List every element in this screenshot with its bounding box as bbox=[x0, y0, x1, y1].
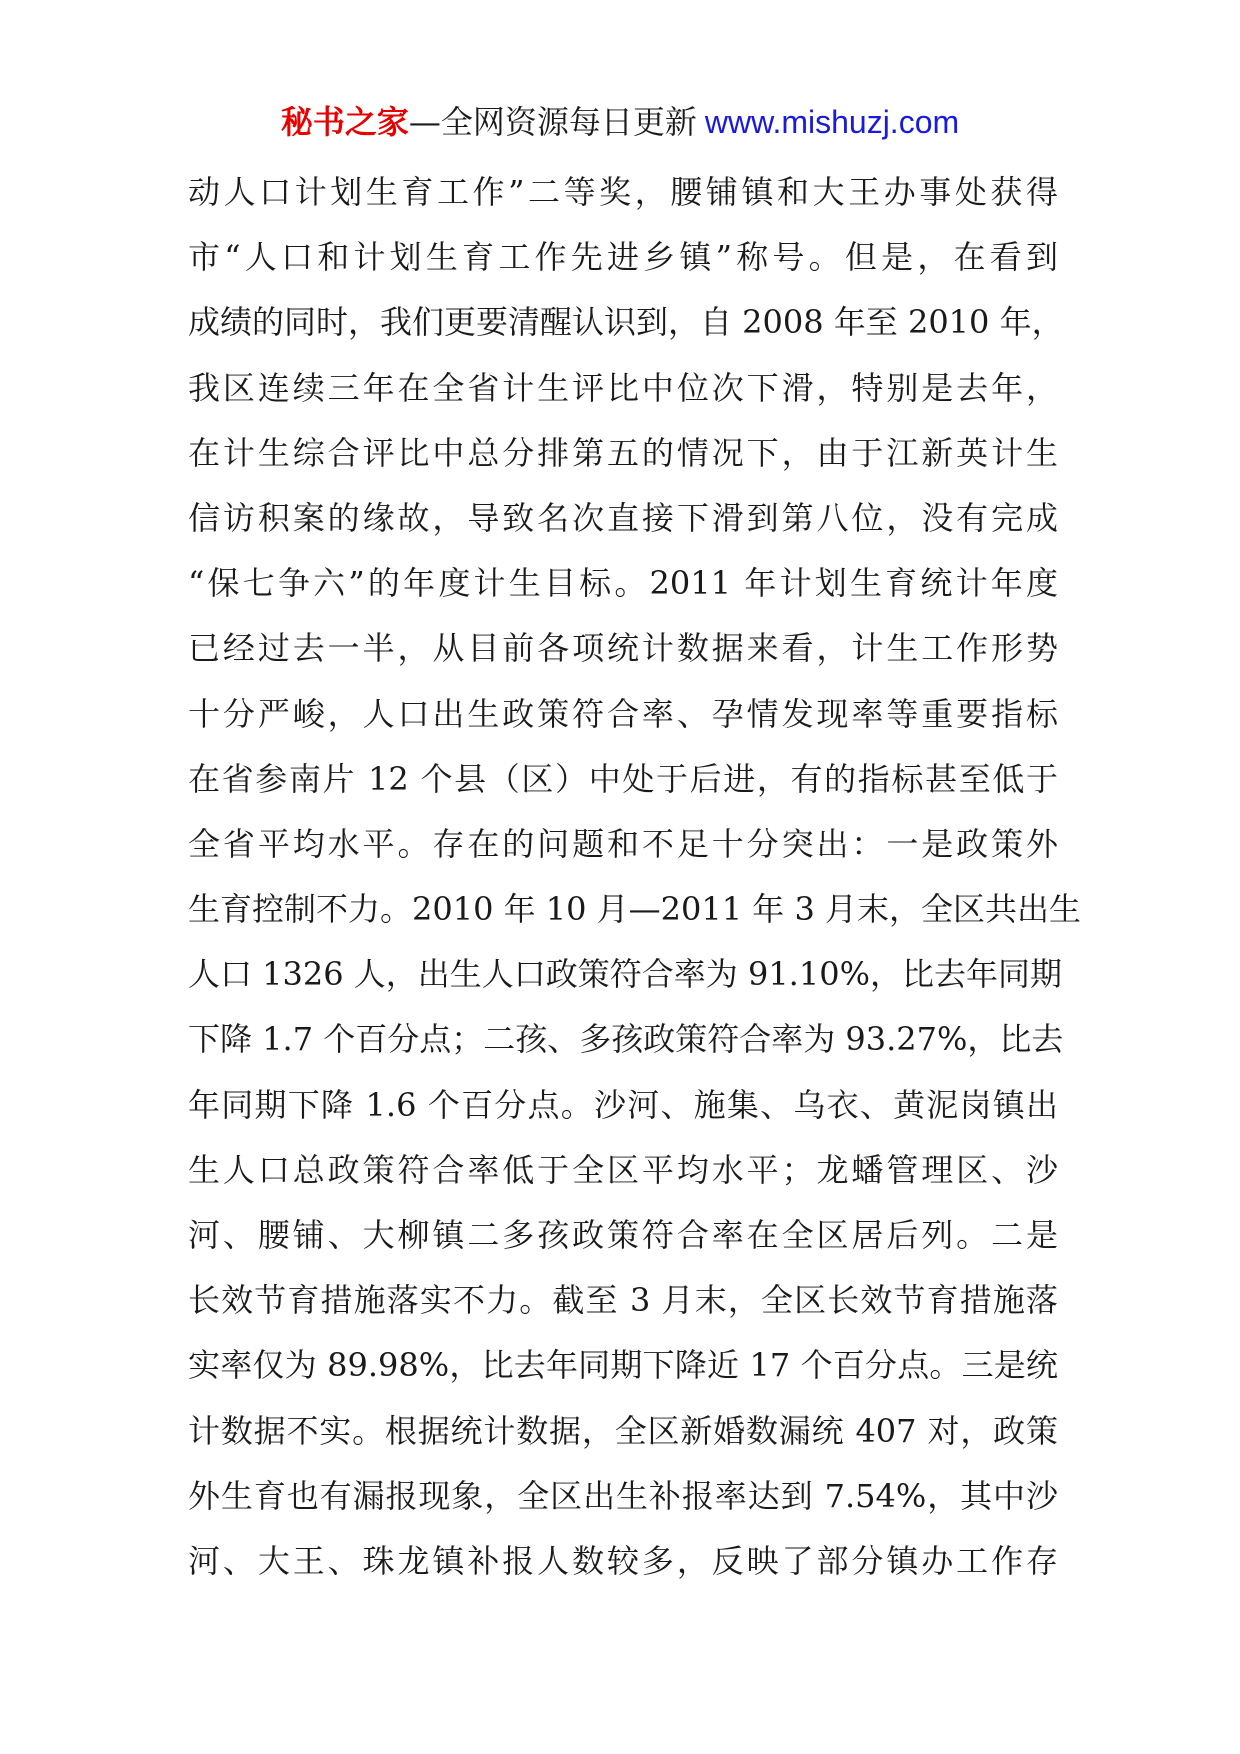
text-line: 全省平均水平。存在的问题和不足十分突出：一是政策外 bbox=[188, 824, 1058, 863]
text-line: 生育控制不力。2010 年 10 月—2011 年 3 月末，全区共出生 bbox=[188, 890, 1081, 929]
text-line: 人口 1326 人，出生人口政策符合率为 91.10%，比去年同期 bbox=[188, 955, 1062, 994]
text-line: 下降 1.7 个百分点；二孩、多孩政策符合率为 93.27%，比去 bbox=[188, 1020, 1064, 1059]
text-line: 动人口计划生育工作”二等奖，腰铺镇和大王办事处获得 bbox=[188, 173, 1058, 211]
text-line: 生人口总政策符合率低于全区平均水平；龙蟠管理区、沙 bbox=[188, 1150, 1058, 1189]
text-line: 已经过去一半，从目前各项统计数据来看，计生工作形势 bbox=[188, 629, 1058, 668]
text-line: 外生育也有漏报现象，全区出生补报率达到 7.54%，其中沙 bbox=[188, 1476, 1058, 1515]
brand-name: 秘书之家 bbox=[280, 103, 409, 141]
text-line: 长效节育措施落实不力。截至 3 月末，全区长效节育措施落 bbox=[188, 1281, 1058, 1320]
text-line: 十分严峻，人口出生政策符合率、孕情发现率等重要指标 bbox=[188, 694, 1058, 733]
site-url-link[interactable]: www.mishuzj.com bbox=[704, 104, 960, 140]
text-line: 年同期下降 1.6 个百分点。沙河、施集、乌衣、黄泥岗镇出 bbox=[188, 1085, 1058, 1124]
text-line: 在计生综合评比中总分排第五的情况下，由于江新英计生 bbox=[188, 433, 1058, 472]
site-header bbox=[0, 100, 1240, 144]
header-slogan: —全网资源每日更新 bbox=[408, 103, 697, 141]
text-line: 成绩的同时，我们更要清醒认识到，自 2008 年至 2010 年， bbox=[188, 303, 1064, 342]
text-line: 河、腰铺、大柳镇二多孩政策符合率在全区居后列。二是 bbox=[188, 1216, 1058, 1254]
text-line: 市“人口和计划生育工作先进乡镇”称号。但是，在看到 bbox=[188, 238, 1058, 277]
text-line: 实率仅为 89.98%，比去年同期下降近 17 个百分点。三是统 bbox=[188, 1346, 1058, 1385]
document-body bbox=[188, 160, 1081, 1594]
text-line: “保七争六”的年度计生目标。2011 年计划生育统计年度 bbox=[188, 564, 1058, 603]
text-line: 我区连续三年在全省计生评比中位次下滑，特别是去年， bbox=[188, 368, 1058, 407]
text-line: 河、大王、珠龙镇补报人数较多，反映了部分镇办工作存 bbox=[188, 1541, 1058, 1580]
text-line: 计数据不实。根据统计数据，全区新婚数漏统 407 对，政策 bbox=[188, 1411, 1058, 1450]
text-line: 在省参南片 12 个县（区）中处于后进，有的指标甚至低于 bbox=[188, 759, 1058, 798]
text-line: 信访积案的缘故，导致名次直接下滑到第八位，没有完成 bbox=[188, 498, 1058, 537]
